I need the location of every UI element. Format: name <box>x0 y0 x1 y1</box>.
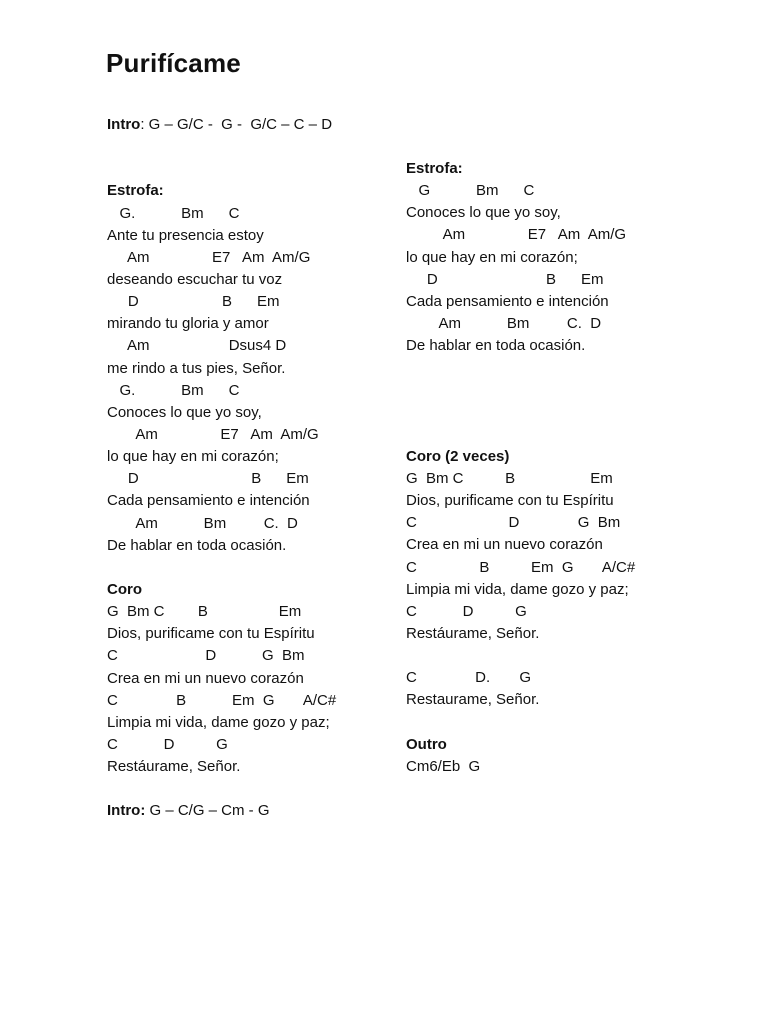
left-column-line <box>107 778 397 800</box>
section-heading: Estrofa: <box>406 160 463 177</box>
right-column-line <box>406 712 706 734</box>
left-column-line: G. Bm C <box>107 204 240 222</box>
right-column-line: C B Em G A/C# <box>406 558 636 576</box>
right-column-line: Cm6/Eb G <box>406 757 481 775</box>
right-column-line: G Bm C <box>406 182 535 200</box>
left-column-line <box>107 158 397 180</box>
section-heading: Outro <box>406 735 447 753</box>
right-column-line <box>406 402 706 424</box>
left-column-line: Cada pensamiento e intención <box>107 492 310 510</box>
section-heading: Estrofa: <box>107 182 164 200</box>
left-column-line: De hablar en toda ocasión. <box>107 536 287 554</box>
left-column-line: Limpia mi vida, dame gozo y paz; <box>107 713 330 731</box>
right-column <box>406 158 706 778</box>
left-column-line: Restáurame, Señor. <box>107 758 241 776</box>
right-column-line: Dios, purificame con tu Espíritu <box>406 492 614 510</box>
right-column-line: D B Em <box>406 270 604 288</box>
right-column-line: Restáurame, Señor. <box>406 624 540 642</box>
left-column-line: me rindo a tus pies, Señor. <box>107 359 286 377</box>
left-column-line <box>107 557 397 579</box>
left-column-line: mirando tu gloria y amor <box>107 315 269 333</box>
left-column-line: G Bm C B Em <box>107 603 302 621</box>
left-column-line <box>107 800 397 822</box>
song-title: Purifícame <box>106 48 241 78</box>
left-column-line: deseando escuchar tu voz <box>107 270 283 288</box>
right-column-line: C D G <box>406 602 527 620</box>
left-column-line: Am Bm C. D <box>107 514 298 532</box>
left-column-line: C B Em G A/C# <box>107 691 337 709</box>
right-column-line: Crea en mi un nuevo corazón <box>406 536 603 554</box>
left-column-line: Am Dsus4 D <box>107 337 287 355</box>
right-column-line: Limpia mi vida, dame gozo y paz; <box>406 580 629 598</box>
right-column-line <box>406 379 706 401</box>
right-column-line: G Bm C B Em <box>406 469 613 487</box>
left-column-line: Conoces lo que yo soy, <box>107 403 262 421</box>
right-column-line <box>406 645 706 667</box>
left-column-line: D B Em <box>107 293 280 311</box>
chord-progression: G – C/G – Cm - G <box>145 802 270 820</box>
left-column-line: D B Em <box>107 470 309 488</box>
left-column-line: Am E7 Am Am/G <box>107 425 319 443</box>
right-column-line: Restaurame, Señor. <box>406 691 540 709</box>
section-heading: Coro (2 veces) <box>406 447 510 465</box>
left-column-line <box>107 114 397 136</box>
left-column <box>107 114 397 823</box>
right-column-line: C D G Bm <box>406 514 621 532</box>
right-column-line: lo que hay en mi corazón; <box>406 248 578 266</box>
section-heading: Coro <box>107 580 142 598</box>
right-column-line: Am Bm C. D <box>406 314 602 332</box>
left-column-line: Dios, purificame con tu Espíritu <box>107 625 315 643</box>
left-column-line <box>107 136 397 158</box>
left-column-line: G. Bm C <box>107 381 240 399</box>
left-column-line: Am E7 Am Am/G <box>107 248 311 266</box>
section-label: Intro <box>107 116 141 133</box>
right-column-line: Cada pensamiento e intención <box>406 292 609 310</box>
left-column-line: C D G <box>107 735 228 753</box>
left-column-line: Crea en mi un nuevo corazón <box>107 669 304 687</box>
right-column-line: Am E7 Am Am/G <box>406 226 627 244</box>
left-column-line: Ante tu presencia estoy <box>107 226 264 244</box>
right-column-line <box>406 424 706 446</box>
right-column-line <box>406 357 706 379</box>
right-column-line: De hablar en toda ocasión. <box>406 337 586 355</box>
left-column-line: lo que hay en mi corazón; <box>107 448 279 466</box>
left-column-line: C D G Bm <box>107 647 305 665</box>
section-label: Intro: <box>107 802 146 820</box>
chord-progression: : G – G/C - G - G/C – C – D <box>140 116 333 133</box>
right-column-line: Conoces lo que yo soy, <box>406 204 561 222</box>
right-column-line: C D. G <box>406 669 532 687</box>
